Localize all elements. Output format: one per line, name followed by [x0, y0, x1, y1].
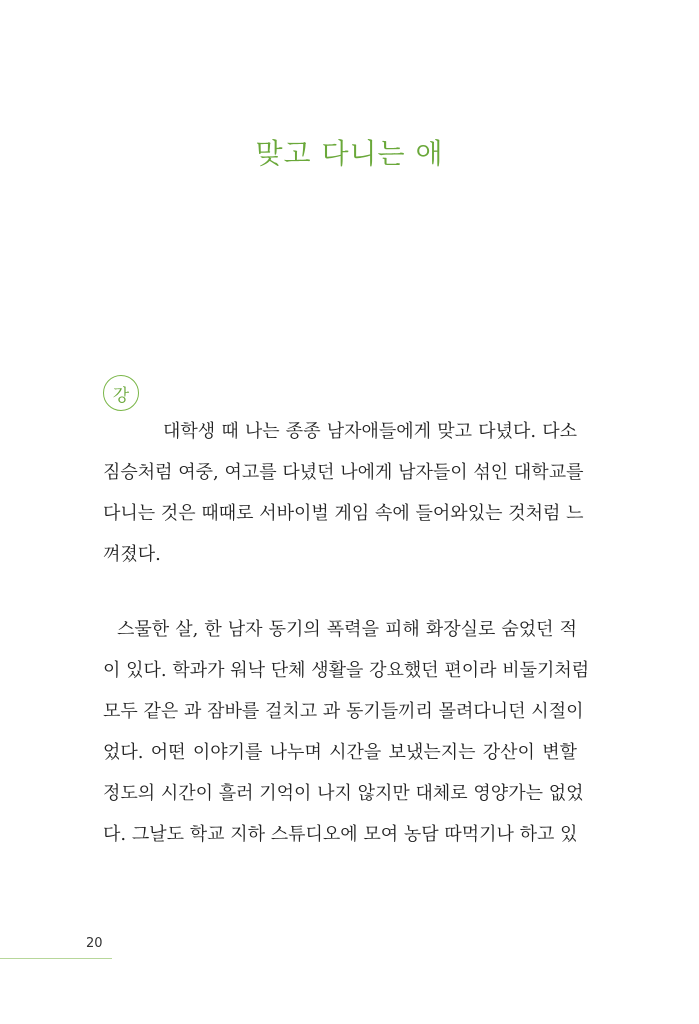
section-initial-badge: 강 — [103, 375, 139, 411]
text-line: 모두 같은 과 잠바를 걸치고 과 동기들끼리 몰려다니던 시절이 — [103, 701, 584, 722]
text-line: 스물한 살, 한 남자 동기의 폭력을 피해 화장실로 숨었던 적 — [117, 619, 577, 640]
text-line: 껴졌다. — [103, 544, 161, 565]
text-line: 짐승처럼 여중, 여고를 다녔던 나에게 남자들이 섞인 대학교를 — [103, 462, 584, 483]
text-line: 다니는 것은 때때로 서바이벌 게임 속에 들어와있는 것처럼 느 — [103, 503, 584, 524]
footer-rule — [0, 958, 112, 959]
text-line: 다. 그날도 학교 지하 스튜디오에 모여 농담 따먹기나 하고 있 — [103, 824, 578, 845]
text-line: 대학생 때 나는 종종 남자애들에게 맞고 다녔다. 다소 — [163, 421, 577, 442]
chapter-title: 맞고 다니는 애 — [255, 137, 444, 170]
text-line: 정도의 시간이 흘러 기억이 나지 않지만 대체로 영양가는 없었 — [103, 783, 584, 804]
text-line: 이 있다. 학과가 워낙 단체 생활을 강요했던 편이라 비둘기처럼 — [103, 660, 590, 681]
paragraph-1 — [103, 411, 584, 575]
page-number: 20 — [86, 936, 103, 951]
paragraph-2 — [103, 609, 590, 855]
text-line: 었다. 어떤 이야기를 나누며 시간을 보냈는지는 강산이 변할 — [103, 742, 577, 763]
